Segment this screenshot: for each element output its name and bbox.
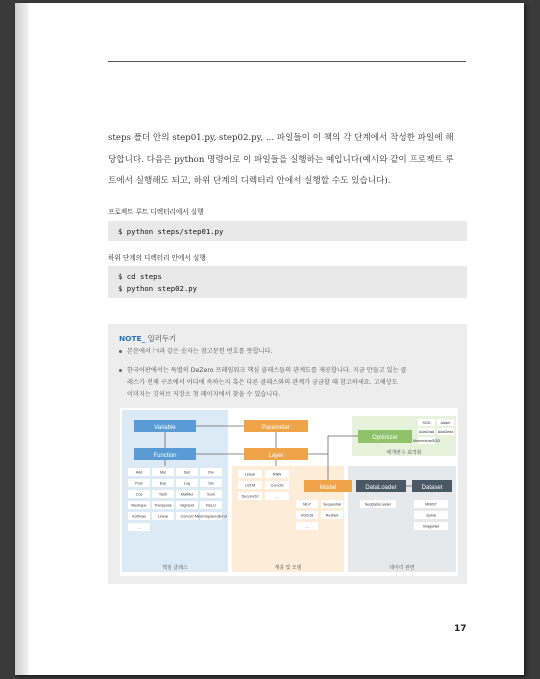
function-item-label: Sin xyxy=(208,481,214,486)
optimizer-item-label: SGD xyxy=(422,421,431,426)
function-item-label: Transpose xyxy=(154,503,172,508)
bullet-dot-icon xyxy=(119,369,122,372)
region-layers-label: 계층 및 모델 xyxy=(274,565,302,571)
note-bullet-text: 래스가 전체 구조에서 어디에 속하는지 혹은 다른 클래스와의 관계가 궁금할 때 참고하세요. 고해상도 xyxy=(127,379,398,386)
note-bullet-text: 본문에서 ㈀과 같은 숫자는 참고문헌 번호를 뜻합니다. xyxy=(127,348,273,355)
body-paragraph xyxy=(108,128,468,193)
dataset-box-label: Dataset xyxy=(421,485,443,491)
example2-code-block xyxy=(108,266,467,298)
optimizer-item-label: MomentumSGD xyxy=(412,439,441,444)
code-line: $ cd steps xyxy=(118,272,162,281)
dataloader-box-label: DataLoader xyxy=(365,485,397,491)
paragraph-line: steps 폴더 안의 step01.py, step02.py, ... 파일들이 이 책의 각 단계에서 작성한 파일에 해 xyxy=(108,133,454,143)
model-item-label: ... xyxy=(305,524,309,529)
dataset-items-group xyxy=(414,500,448,530)
paragraph-line: 트에서 실행해도 되고, 하위 단계의 디렉터리 안에서 실행할 수도 있습니다). xyxy=(108,176,391,186)
dataset-item-label: Spiral xyxy=(426,513,436,518)
code-line: $ python steps/step01.py xyxy=(118,227,224,236)
class-diagram-svg xyxy=(120,408,458,576)
region-optim-label: 매개변수 최적화 xyxy=(386,450,422,456)
function-item-label: Tanh xyxy=(158,492,168,497)
variable-box-label: Variable xyxy=(154,425,176,431)
function-item-label: Reshape xyxy=(131,503,147,508)
note-bullet-text: 한국어판에서는 특별히 DeZero 프레임워크 핵심 클래스들의 관계도를 제공합니다. 지금 만들고 있는 클 xyxy=(127,367,407,374)
function-item-label: ReLU xyxy=(206,503,216,508)
code-line: $ python step02.py xyxy=(118,284,198,293)
optimizer-item-label: AdaGrad xyxy=(418,430,435,435)
layer-box-label: Layer xyxy=(268,453,284,459)
dataloader-item-label: SeqDataLoader xyxy=(364,502,392,507)
function-item-label: Softmax xyxy=(132,514,146,519)
bullet-dot-icon xyxy=(119,350,122,353)
note-bullet-1 xyxy=(119,346,272,358)
function-item-label: Div xyxy=(208,470,214,475)
page-number: 17 xyxy=(454,624,467,634)
region-data-label: 데이터 관련 xyxy=(389,565,415,571)
book-page xyxy=(15,3,524,675)
dataset-item-label: ImageNet xyxy=(422,524,440,529)
parameter-box-label: Parameter xyxy=(261,425,291,431)
note-title-text: 일러두기 xyxy=(147,334,177,343)
function-item-label: Conv2d xyxy=(180,514,194,519)
model-item-label: VGG16 xyxy=(300,513,314,518)
dataset-item-label: MNIST xyxy=(425,502,437,507)
note-box xyxy=(108,324,467,584)
paragraph-line: 당합니다. 다음은 python 명령어로 이 파일들을 실행하는 예입니다(예시와 같이 프로젝트 루 xyxy=(108,154,454,165)
optimizer-item-label: AdaDelta xyxy=(437,430,454,435)
function-item-label: Sub xyxy=(183,470,191,475)
model-item-label: Sequential xyxy=(323,502,341,507)
layer-item-label: ... xyxy=(275,494,279,499)
example2-label: 하위 단계의 디렉터리 안에서 실행 xyxy=(108,254,206,262)
function-item-label: Log xyxy=(183,481,191,486)
note-title-prefix: NOTE_ xyxy=(119,334,146,343)
note-bullet-text: 이미지는 깃허브 저장소 첫 페이지에서 찾을 수 있습니다. xyxy=(127,391,281,398)
function-item-label: Sigmoid xyxy=(180,503,194,508)
note-bullet-2 xyxy=(119,365,407,401)
page-spine-shadow xyxy=(15,3,29,675)
layer-item-label: Conv2d xyxy=(270,483,284,488)
header-rule xyxy=(108,61,466,62)
class-diagram xyxy=(120,408,458,576)
optimizer-item-label: Adam xyxy=(440,421,451,426)
function-item-label: MatMul xyxy=(180,492,194,497)
function-item-label: Cos xyxy=(135,492,143,497)
model-item-label: MLP xyxy=(303,502,311,507)
layer-item-label: Linear xyxy=(244,472,256,477)
function-item-label: Sum xyxy=(207,492,215,497)
function-item-label: MeanSquaredError xyxy=(194,514,228,519)
model-box-label: Model xyxy=(319,485,337,491)
region-core-label: 핵심 클래스 xyxy=(162,565,188,571)
layer-item-label: LSTM xyxy=(244,483,256,488)
model-item-label: ResNet xyxy=(325,513,339,518)
example1-label: 프로젝트 루트 디렉터리에서 실행 xyxy=(108,208,204,216)
function-item-label: Add xyxy=(135,470,143,475)
function-item-label: Mul xyxy=(159,470,167,475)
layer-item-label: Deconv2d xyxy=(241,494,259,499)
dataloader-items-group xyxy=(360,500,396,508)
function-item-label: Pow xyxy=(135,481,143,486)
optimizer-box-label: Optimizer xyxy=(372,435,398,441)
function-item-label: Exp xyxy=(159,481,167,486)
function-box-label: Function xyxy=(153,453,177,459)
layer-item-label: RNN xyxy=(272,472,282,477)
function-item-label: ... xyxy=(137,525,141,530)
note-title xyxy=(119,333,176,344)
function-item-label: Linear xyxy=(157,514,169,519)
example1-code-block xyxy=(108,221,467,241)
